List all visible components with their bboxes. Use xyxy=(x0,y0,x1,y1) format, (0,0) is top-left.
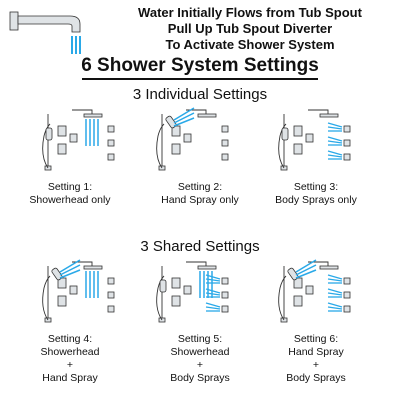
control-icon xyxy=(70,134,77,142)
setting-5-label: Setting 5: xyxy=(177,333,223,345)
body-spray-icon xyxy=(108,154,114,160)
control-icon xyxy=(184,134,191,142)
control-icon xyxy=(70,286,77,294)
body-spray-icon xyxy=(222,126,228,132)
body-spray-water-icon xyxy=(328,151,342,155)
setting-6-line1: Hand Spray xyxy=(288,346,344,358)
body-spray-water-icon xyxy=(328,141,342,143)
hose-icon xyxy=(157,124,164,168)
diverter-icon xyxy=(58,296,66,306)
setting-5-line2: Body Sprays xyxy=(170,372,230,384)
header-line-2: Pull Up Tub Spout Diverter xyxy=(167,21,333,36)
diverter-icon xyxy=(58,144,66,154)
body-spray-icon xyxy=(108,126,114,132)
setting-2-label: Setting 2: xyxy=(177,181,223,193)
setting-4-line2: Hand Spray xyxy=(42,372,98,384)
body-spray-icon xyxy=(344,292,350,298)
showerhead-icon xyxy=(84,266,102,269)
diverter-icon xyxy=(294,296,302,306)
individual-settings-title: 3 Individual Settings xyxy=(132,86,268,103)
setting-1-desc: Showerhead only xyxy=(29,194,111,206)
setting-3-diagram xyxy=(272,106,362,176)
body-spray-water-icon xyxy=(328,293,342,295)
valve-icon xyxy=(172,278,180,288)
setting-4-diagram xyxy=(36,258,126,328)
setting-6-diagram xyxy=(272,258,362,328)
body-spray-icon xyxy=(344,306,350,312)
setting-1-caption xyxy=(10,181,130,207)
setting-5-diagram xyxy=(150,258,240,328)
body-spray-water-icon xyxy=(328,307,342,309)
setting-4-label: Setting 4: xyxy=(47,333,93,345)
body-spray-icon xyxy=(108,306,114,312)
setting-1-diagram xyxy=(36,106,126,176)
body-spray-water-icon xyxy=(328,303,342,307)
setting-1-label: Setting 1: xyxy=(47,181,93,193)
setting-2-desc: Hand Spray only xyxy=(161,194,239,206)
setting-3-desc: Body Sprays only xyxy=(275,194,357,206)
diverter-icon xyxy=(294,144,302,154)
hand-shower-icon xyxy=(46,128,52,140)
body-spray-icon xyxy=(222,306,228,312)
showerhead-icon xyxy=(198,114,216,117)
main-title-underline xyxy=(82,78,318,80)
main-title: 6 Shower System Settings xyxy=(81,55,319,76)
hand-shower-icon xyxy=(160,280,166,292)
showerhead-icon xyxy=(198,266,216,269)
body-spray-icon xyxy=(222,140,228,146)
body-spray-water-icon xyxy=(328,123,342,127)
showerhead-icon xyxy=(84,114,102,117)
valve-icon xyxy=(294,126,302,136)
body-spray-icon xyxy=(222,292,228,298)
setting-4-caption xyxy=(10,333,130,385)
diverter-icon xyxy=(172,296,180,306)
hose-icon xyxy=(279,276,286,320)
body-spray-icon xyxy=(344,140,350,146)
setting-6-label: Setting 6: xyxy=(293,333,339,345)
setting-6-caption xyxy=(256,333,376,385)
setting-6-plus: + xyxy=(312,359,320,371)
setting-5-caption xyxy=(140,333,260,385)
setting-2-diagram xyxy=(150,106,240,176)
body-spray-water-icon xyxy=(328,279,342,281)
body-spray-icon xyxy=(344,278,350,284)
setting-2-caption xyxy=(140,181,260,207)
body-spray-icon xyxy=(344,154,350,160)
body-spray-icon xyxy=(108,292,114,298)
shower-arm-icon xyxy=(186,262,206,266)
water-stream-icon xyxy=(72,36,80,54)
header-line-1: Water Initially Flows from Tub Spout xyxy=(138,5,362,20)
hand-shower-icon xyxy=(282,128,288,140)
body-spray-water-icon xyxy=(328,137,342,141)
shower-arm-icon xyxy=(308,110,328,114)
body-spray-icon xyxy=(108,278,114,284)
setting-5-plus: + xyxy=(196,359,204,371)
body-spray-water-icon xyxy=(206,303,220,307)
showerhead-icon xyxy=(320,114,338,117)
setting-5-line1: Showerhead xyxy=(170,346,230,358)
control-icon xyxy=(306,286,313,294)
setting-4-plus: + xyxy=(66,359,74,371)
showerhead-icon xyxy=(320,266,338,269)
body-spray-icon xyxy=(344,126,350,132)
setting-6-line2: Body Sprays xyxy=(286,372,346,384)
control-icon xyxy=(184,286,191,294)
hose-icon xyxy=(43,276,50,320)
body-spray-water-icon xyxy=(328,275,342,279)
body-spray-icon xyxy=(222,278,228,284)
setting-3-label: Setting 3: xyxy=(293,181,339,193)
body-spray-water-icon xyxy=(328,155,342,157)
header-line-3: To Activate Shower System xyxy=(165,37,335,52)
body-spray-water-icon xyxy=(328,289,342,293)
body-spray-water-icon xyxy=(206,307,220,309)
shower-arm-icon xyxy=(72,110,92,114)
body-spray-icon xyxy=(108,140,114,146)
control-icon xyxy=(306,134,313,142)
body-spray-icon xyxy=(222,154,228,160)
body-spray-water-icon xyxy=(328,127,342,129)
valve-icon xyxy=(58,126,66,136)
setting-4-line1: Showerhead xyxy=(40,346,100,358)
tub-spout-icon xyxy=(8,6,108,56)
shared-settings-title: 3 Shared Settings xyxy=(140,238,260,255)
diverter-icon xyxy=(172,144,180,154)
setting-3-caption xyxy=(256,181,376,207)
